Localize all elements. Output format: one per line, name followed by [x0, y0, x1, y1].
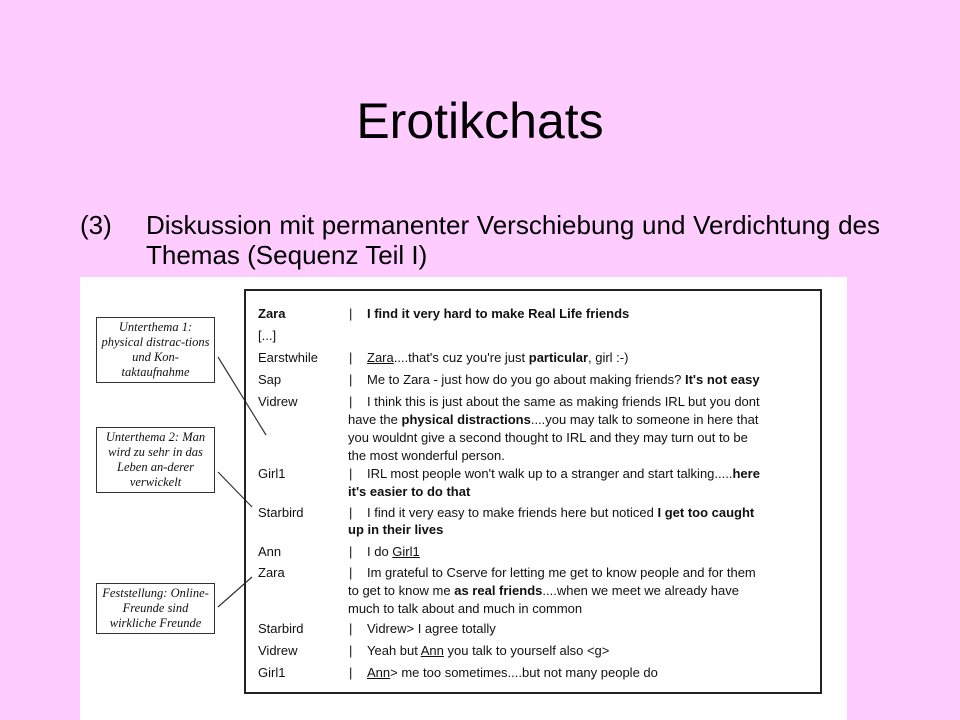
chat-name: Vidrew: [258, 643, 298, 658]
chat-name: Earstwhile: [258, 350, 318, 365]
chat-separator: |: [349, 394, 353, 409]
chat-separator: |: [349, 306, 353, 321]
chat-text: I do: [367, 544, 393, 559]
chat-name: Girl1: [258, 665, 286, 680]
chat-name: Ann: [258, 544, 282, 559]
chat-message: [367, 349, 628, 366]
chat-message-cont: it's easier to do that: [348, 484, 471, 499]
chat-message: [367, 371, 760, 388]
chat-text: ....when we meet we already have: [542, 583, 739, 598]
chat-emphasis: It's not easy: [684, 372, 760, 387]
chat-separator: |: [349, 621, 353, 636]
chat-name: Starbird: [258, 621, 304, 636]
chat-separator: |: [349, 665, 353, 680]
chat-name: Sap: [258, 372, 282, 387]
chat-separator: |: [349, 372, 353, 387]
chat-name: Girl1: [258, 466, 286, 481]
chat-message: [367, 504, 754, 521]
chat-message: [367, 543, 420, 560]
chat-text: I find it very easy to make friends here but noticed: [367, 505, 658, 520]
chat-emphasis: physical distractions: [401, 412, 531, 427]
chat-separator: |: [349, 466, 353, 481]
chat-emphasis: as real friends: [454, 583, 543, 598]
chat-message: I find it very hard to make Real Life friends: [367, 306, 630, 321]
chat-figure: [80, 277, 847, 720]
chat-text: to get to know me: [348, 583, 455, 598]
chat-text: have the: [348, 412, 402, 427]
chat-message-cont: you wouldnt give a second thought to IRL and they may turn out to be: [348, 430, 748, 445]
chat-message: [367, 642, 609, 659]
chat-message-cont: the most wonderful person.: [348, 448, 505, 463]
chat-name: Starbird: [258, 505, 304, 520]
chat-name: Vidrew: [258, 394, 298, 409]
chat-separator: |: [349, 544, 353, 559]
chat-mention: Zara: [367, 350, 394, 365]
chat-mention: Ann: [367, 665, 391, 680]
chat-text: , girl :-): [588, 350, 629, 365]
annotation-subtopic-2: Unterthema 2: Man wird zu sehr in das Leben an-derer verwickelt: [96, 427, 215, 493]
chat-name: Zara: [258, 306, 286, 321]
chat-ellipsis: [...]: [258, 328, 277, 343]
chat-text: you talk to yourself also <g>: [443, 643, 610, 658]
chat-separator: |: [349, 565, 353, 580]
chat-text: ....that's cuz you're just: [393, 350, 529, 365]
chat-message-cont: [348, 582, 739, 599]
chat-text: IRL most people won't walk up to a stranger and start talking.....: [367, 466, 733, 481]
chat-message-cont: [348, 411, 758, 428]
chat-message-cont: up in their lives: [348, 522, 444, 537]
subtitle-text: Diskussion mit permanenter Verschiebung und Verdichtung des Themas (Sequenz Teil I): [146, 210, 880, 270]
chat-mention: Ann: [420, 643, 444, 658]
chat-emphasis: particular: [528, 350, 589, 365]
chat-message: [367, 465, 760, 482]
list-number: (3): [80, 210, 112, 240]
chat-text: > me too sometimes....but not many people do: [390, 665, 658, 680]
chat-emphasis: I get too caught: [657, 505, 755, 520]
chat-name: Zara: [258, 565, 285, 580]
chat-message: [367, 664, 658, 681]
chat-message: Im grateful to Cserve for letting me get to know people and for them: [367, 565, 756, 580]
chat-message-cont: much to talk about and much in common: [348, 601, 583, 616]
annotation-subtopic-1: Unterthema 1: physical distrac-tions und Kon-taktaufnahme: [96, 317, 215, 383]
chat-separator: |: [349, 350, 353, 365]
chat-text: ....you may talk to someone in here that: [530, 412, 759, 427]
chat-message: Vidrew> I agree totally: [367, 621, 496, 636]
slide-subtitle: [80, 210, 880, 270]
chat-separator: |: [349, 643, 353, 658]
slide-title: Erotikchats: [356, 93, 604, 149]
chat-mention: Girl1: [392, 544, 420, 559]
chat-emphasis: here: [732, 466, 760, 481]
chat-text: Me to Zara - just how do you go about making friends?: [367, 372, 685, 387]
chat-text: Yeah but: [367, 643, 421, 658]
annotation-conclusion: Feststellung: Online-Freunde sind wirkliche Freunde: [96, 583, 215, 634]
chat-separator: |: [349, 505, 353, 520]
chat-message: I think this is just about the same as making friends IRL but you dont: [367, 394, 760, 409]
